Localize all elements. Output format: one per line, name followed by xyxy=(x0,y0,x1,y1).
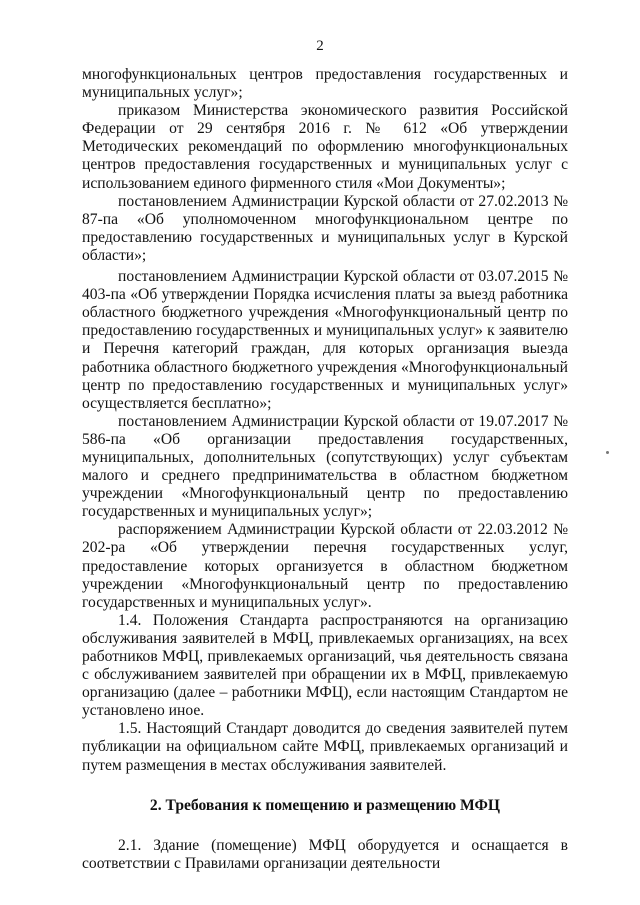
paragraph-order-612: приказом Министерства экономического развития Российской Федерации от 29 сентября 2016 г. № 612 «Об утверждении Методических рекомендаций по оформлению многофункциональных центров предоставления государственных и муниципальных услуг с использованием единого фирменного стиля «Мои Документы»; xyxy=(82,102,568,192)
paragraph-order-202: распоряжением Администрации Курской области от 22.03.2012 № 202-ра «Об утверждении перечня государственных услуг, предоставление которых организуется в областном бюджетном учреждении «Многофункциональный центр по предоставлению государственных и муниципальных услуг». xyxy=(82,521,568,611)
paragraph-resolution-586: постановлением Администрации Курской области от 19.07.2017 № 586-па «Об организации предоставления государственных, муниципальных, дополнительных (сопутствующих) услуг субъектам малого и среднего предпринимательства в областном бюджетном учреждении «Многофункциональный центр по предоставлению государственных и муниципальных услуг»; xyxy=(82,412,568,521)
paragraph-1-4: 1.4. Положения Стандарта распространяются на организацию обслуживания заявителей в МФЦ, привлекаемых организациях, на всех работников МФЦ, привлекаемых организаций, чья деятельность связана с обслуживанием заявителей при обращении их в МФЦ, привлекаемую организацию (далее – работники МФЦ), если настоящим Стандартом не установлено иное. xyxy=(82,611,568,720)
paragraph-resolution-403: постановлением Администрации Курской области от 03.07.2015 № 403-па «Об утверждении Порядка исчисления платы за выезд работника областного бюджетного учреждения «Многофункциональный центр по предоставлению государственных и муниципальных услуг» к заявителю и Перечня категорий граждан, для которых организация выезда работника областного бюджетного учреждения «Многофункциональный центр по предоставлению государственных и муниципальных услуг» осуществляется бесплатно»; xyxy=(82,268,568,412)
section-heading: 2. Требования к помещению и размещению МФЦ xyxy=(149,796,501,814)
page-number: 2 xyxy=(316,38,324,54)
scan-dot xyxy=(606,451,609,454)
document-body xyxy=(82,66,568,873)
paragraph-continuation: многофункциональных центров предоставления государственных и муниципальных услуг»; xyxy=(82,66,568,102)
paragraph-resolution-87: постановлением Администрации Курской области от 27.02.2013 № 87-па «Об уполномоченном многофункциональном центре по предоставлению государственных и муниципальных услуг в Курской области»; xyxy=(82,192,568,264)
paragraph-2-1: 2.1. Здание (помещение) МФЦ оборудуется и оснащается в соответствии с Правилами организации деятельности xyxy=(82,836,568,872)
paragraph-1-5: 1.5. Настоящий Стандарт доводится до сведения заявителей путем публикации на официальном сайте МФЦ, привлекаемых организаций и путем размещения в местах обслуживания заявителей. xyxy=(82,720,568,774)
